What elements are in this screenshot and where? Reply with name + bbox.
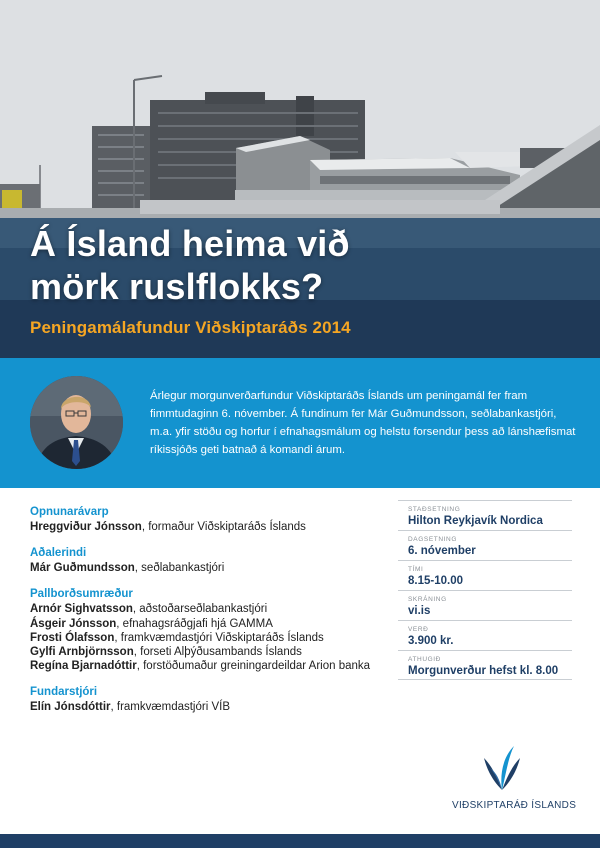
- program-list: [30, 505, 390, 727]
- info-value: vi.is: [408, 605, 431, 617]
- hero-subtitle: Peningamálafundur Viðskiptaráðs 2014: [30, 318, 351, 337]
- person-role: , formaður Viðskiptaráðs Íslands: [141, 521, 306, 533]
- program-section: [30, 505, 390, 534]
- section-heading: Opnunarávarp: [30, 506, 109, 518]
- vi-logo-icon: [482, 744, 522, 792]
- person-row: [30, 520, 390, 534]
- section-heading: Fundarstjóri: [30, 686, 98, 699]
- person-row: [30, 617, 390, 631]
- program-section: [30, 587, 390, 673]
- info-value: 3.900 kr.: [408, 635, 454, 647]
- person-role: , seðlabankastjóri: [134, 562, 225, 575]
- person-name: Hreggviður Jónsson: [30, 521, 142, 533]
- info-value: Hilton Reykjavík Nordica: [408, 515, 543, 527]
- person-row: [30, 645, 390, 659]
- info-item: [398, 560, 572, 590]
- person-row: [30, 602, 390, 616]
- info-value: 8.15-10.00: [408, 575, 463, 587]
- info-item: [398, 620, 572, 650]
- info-label: VERÐ: [408, 626, 429, 633]
- info-value: Morgunverður hefst kl. 8.00: [408, 665, 559, 677]
- info-item: [398, 500, 572, 530]
- hero-title: Á Ísland heima við mörk ruslflokks?: [30, 223, 350, 307]
- section-heading: Aðalerindi: [30, 547, 87, 560]
- info-label: TÍMI: [408, 566, 424, 573]
- person-name: Gylfi Arnbjörnsson: [30, 646, 134, 659]
- footer-bar: [0, 834, 600, 848]
- person-role: , forseti Alþýðusambands Íslands: [133, 646, 302, 659]
- person-row: [30, 561, 390, 575]
- info-item: [398, 650, 572, 680]
- speaker-portrait: [30, 376, 123, 469]
- person-role: , efnahagsráðgjafi hjá GAMMA: [116, 617, 273, 630]
- info-label: DAGSETNING: [408, 536, 457, 543]
- person-row: [30, 700, 390, 714]
- section-heading: Pallborðsumræður: [30, 588, 133, 601]
- organization-logo: [452, 744, 577, 811]
- person-row: [30, 659, 390, 673]
- info-label: ATHUGIÐ: [408, 656, 441, 663]
- event-info: [398, 500, 572, 680]
- person-role: , forstöðumaður greiningardeildar Arion banka: [136, 660, 371, 673]
- program-section: [30, 546, 390, 575]
- person-name: Regína Bjarnadóttir: [30, 660, 137, 673]
- info-item: [398, 590, 572, 620]
- person-name: Már Guðmundsson: [30, 562, 135, 575]
- person-name: Frosti Ólafsson: [30, 631, 115, 644]
- person-name: Ásgeir Jónsson: [30, 617, 117, 630]
- info-label: SKRÁNING: [408, 596, 447, 603]
- person-name: Elín Jónsdóttir: [30, 701, 111, 714]
- intro-text: Árlegur morgunverðarfundur Viðskiptaráðs Íslands um peningamál fer fram fimmtudaginn 6. nóvember. Á fundinum fer Már Guðmundsson, seðlabankastjóri, m.a. yfir stöðu og horfur í efnahagsmálum og helstu forsendur þess að lánshæfismat ríkissjóðs geti batnað á komandi árum.: [150, 390, 576, 456]
- info-label: STAÐSETNING: [408, 506, 461, 513]
- program-section: [30, 685, 390, 714]
- hero-banner: [0, 0, 600, 358]
- person-role: , aðstoðarseðlabankastjóri: [132, 603, 268, 616]
- info-item: [398, 530, 572, 560]
- speaker-photo: [30, 376, 123, 469]
- logo-text: VIÐSKIPTARÁÐ ÍSLANDS: [452, 800, 577, 811]
- person-name: Arnór Sighvatsson: [30, 603, 133, 616]
- person-row: [30, 631, 390, 645]
- info-value: 6. nóvember: [408, 545, 476, 557]
- person-role: , framkvæmdastjóri VÍB: [110, 701, 230, 714]
- person-role: , framkvæmdastjóri Viðskiptaráðs Íslands: [114, 631, 324, 644]
